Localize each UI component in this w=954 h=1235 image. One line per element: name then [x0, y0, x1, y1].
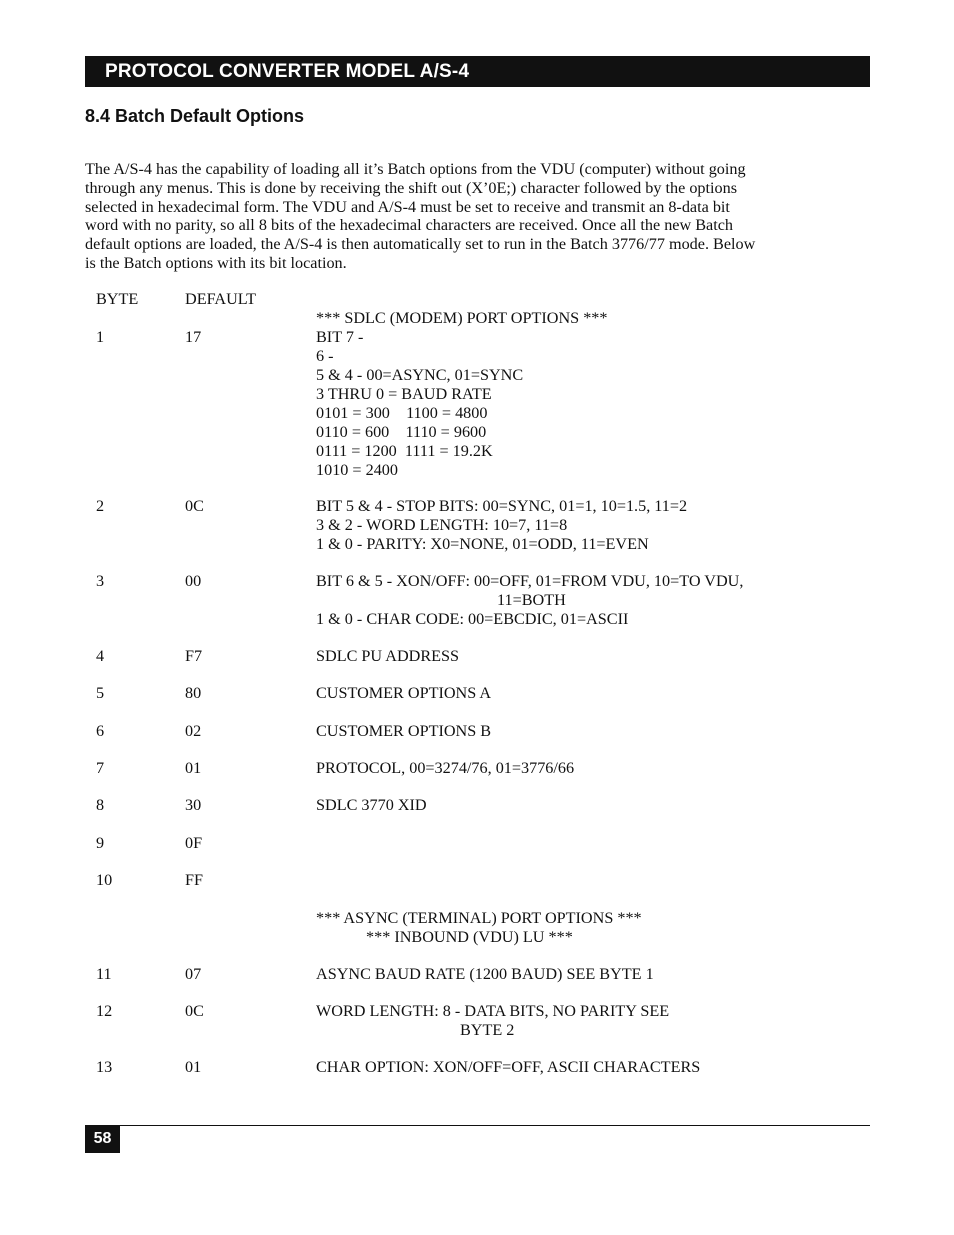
option-description: 1010 = 2400: [316, 461, 398, 479]
intro-line: selected in hexadecimal form. The VDU and A/S-4 must be set to receive and transmit an 8-data bit: [85, 197, 730, 216]
byte-number: 11: [96, 965, 112, 983]
table-row: [85, 871, 875, 890]
default-value: 07: [185, 965, 202, 983]
option-description: *** SDLC (MODEM) PORT OPTIONS ***: [316, 309, 608, 327]
default-value: 30: [185, 796, 202, 814]
byte-number: 2: [96, 497, 105, 515]
option-description: PROTOCOL, 00=3274/76, 01=3776/66: [316, 759, 575, 777]
default-value: 01: [185, 759, 202, 777]
table-row: [85, 404, 875, 423]
default-value: FF: [185, 871, 204, 889]
table-row: [85, 366, 875, 385]
option-description: BIT 5 & 4 - STOP BITS: 00=SYNC, 01=1, 10=1.5, 11=2: [316, 497, 688, 515]
table-row: [85, 535, 875, 554]
option-description: 0101 = 300 1100 = 4800: [316, 404, 488, 422]
byte-number: 13: [96, 1058, 113, 1076]
table-row: [85, 965, 875, 984]
default-value: 0C: [185, 497, 204, 515]
option-description: CUSTOMER OPTIONS A: [316, 684, 492, 702]
byte-number: 6: [96, 722, 105, 740]
table-row: [85, 591, 875, 610]
table-row: [85, 423, 875, 442]
table-row: [85, 610, 875, 629]
default-value: 01: [185, 1058, 202, 1076]
footer-rule: [85, 1125, 870, 1126]
byte-number: 7: [96, 759, 105, 777]
table-row: [85, 796, 875, 815]
table-row: [85, 909, 875, 928]
default-column-header: DEFAULT: [185, 290, 257, 308]
table-row: [85, 516, 875, 535]
default-value: 02: [185, 722, 202, 740]
intro-line: is the Batch options with its bit location.: [85, 253, 347, 272]
table-row: [85, 647, 875, 666]
byte-number: 5: [96, 684, 105, 702]
table-row: [85, 442, 875, 461]
table-row: [85, 1021, 875, 1040]
option-description: BYTE 2: [460, 1021, 515, 1039]
intro-line: The A/S-4 has the capability of loading all it’s Batch options from the VDU (computer) without going: [85, 160, 746, 178]
table-row: [85, 834, 875, 853]
table-row: [85, 309, 875, 328]
option-description: CUSTOMER OPTIONS B: [316, 722, 492, 740]
table-row: [85, 928, 875, 947]
option-description: BIT 6 & 5 - XON/OFF: 00=OFF, 01=FROM VDU, 10=TO VDU,: [316, 572, 744, 590]
page-number: 58: [85, 1125, 120, 1153]
default-value: F7: [185, 647, 203, 665]
default-value: 0C: [185, 1002, 204, 1020]
option-description: CHAR OPTION: XON/OFF=OFF, ASCII CHARACTERS: [316, 1058, 701, 1076]
byte-number: 10: [96, 871, 113, 889]
option-description: *** ASYNC (TERMINAL) PORT OPTIONS ***: [316, 909, 642, 927]
option-description: 3 & 2 - WORD LENGTH: 10=7, 11=8: [316, 516, 568, 534]
byte-column-header: BYTE: [96, 290, 139, 308]
byte-number: 9: [96, 834, 105, 852]
option-description: 6 -: [316, 347, 334, 365]
table-row: [85, 497, 875, 516]
table-row: [85, 347, 875, 366]
byte-number: 4: [96, 647, 105, 665]
option-description: ASYNC BAUD RATE (1200 BAUD) SEE BYTE 1: [316, 965, 654, 983]
header-title: PROTOCOL CONVERTER MODEL A/S-4: [105, 61, 470, 82]
table-row: [85, 1058, 875, 1077]
default-value: 00: [185, 572, 202, 590]
intro-paragraph: [85, 160, 875, 273]
section-title: 8.4 Batch Default Options: [85, 106, 305, 126]
table-header-row: [85, 290, 875, 309]
table-row: [85, 572, 875, 591]
option-description: WORD LENGTH: 8 - DATA BITS, NO PARITY SEE: [316, 1002, 670, 1020]
option-description: BIT 7 -: [316, 328, 364, 346]
option-description: 0111 = 1200 1111 = 19.2K: [316, 442, 493, 460]
option-description: 1 & 0 - PARITY: X0=NONE, 01=ODD, 11=EVEN: [316, 535, 649, 553]
option-description: *** INBOUND (VDU) LU ***: [366, 928, 573, 946]
byte-number: 12: [96, 1002, 113, 1020]
table-row: [85, 385, 875, 404]
option-description: SDLC PU ADDRESS: [316, 647, 460, 665]
option-description: 11=BOTH: [497, 591, 566, 609]
option-description: 1 & 0 - CHAR CODE: 00=EBCDIC, 01=ASCII: [316, 610, 629, 628]
table-row: [85, 328, 875, 347]
option-description: 0110 = 600 1110 = 9600: [316, 423, 487, 441]
intro-line: through any menus. This is done by receiving the shift out (X’0E;) character followed by the options: [85, 178, 737, 197]
option-description: 5 & 4 - 00=ASYNC, 01=SYNC: [316, 366, 524, 384]
intro-line: default options are loaded, the A/S-4 is then automatically set to run in the Batch 3776/77 mode. Below: [85, 235, 756, 254]
byte-number: 3: [96, 572, 105, 590]
byte-number: 8: [96, 796, 105, 814]
option-description: SDLC 3770 XID: [316, 796, 427, 814]
table-row: [85, 1002, 875, 1021]
default-value: 17: [185, 328, 202, 346]
default-value: 80: [185, 684, 202, 702]
option-description: 3 THRU 0 = BAUD RATE: [316, 385, 492, 403]
table-row: [85, 461, 875, 480]
table-row: [85, 684, 875, 703]
table-row: [85, 722, 875, 741]
byte-number: 1: [96, 328, 105, 346]
default-value: 0F: [185, 834, 203, 852]
page-header: [85, 56, 870, 87]
table-row: [85, 759, 875, 778]
intro-line: word with no parity, so all 8 bits of the hexadecimal characters are received. Once all the new Batch: [85, 216, 733, 235]
